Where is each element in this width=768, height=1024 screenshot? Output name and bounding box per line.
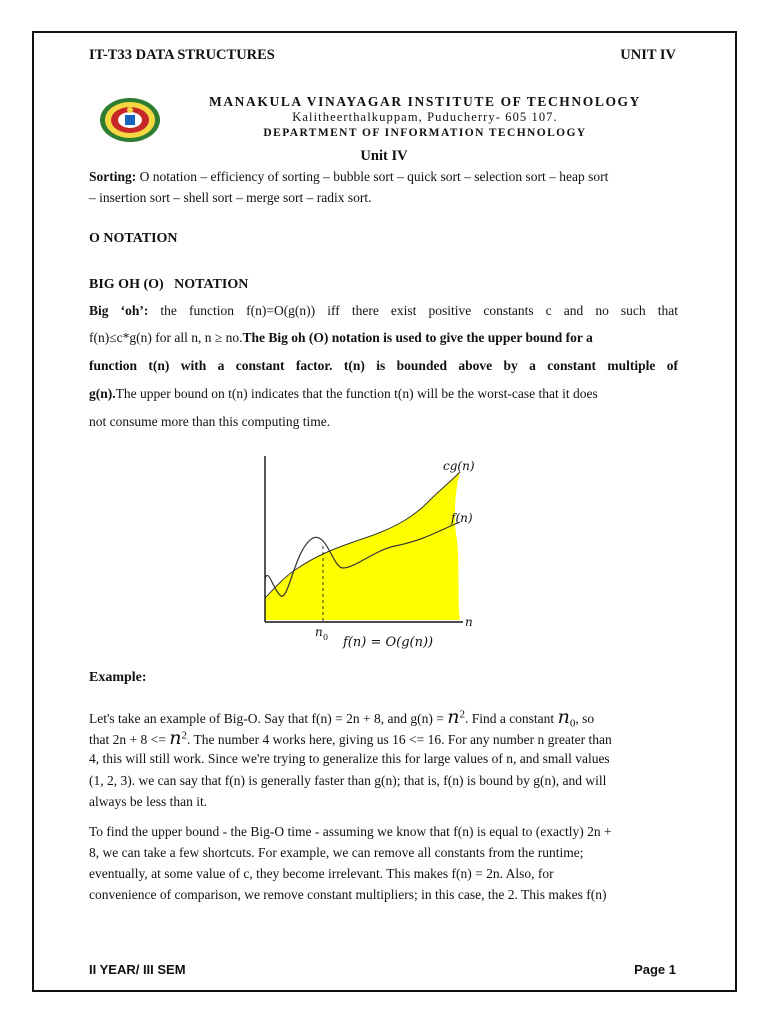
institute-address: Kalitheerthalkuppam, Puducherry- 605 107.	[292, 110, 558, 124]
ex1-n0: n	[557, 706, 570, 728]
footer-year-sem: II YEAR/ III SEM	[89, 962, 186, 977]
bigoh-line1-text: the function f(n)=O(g(n)) iff there exist positive constants c and no such that	[148, 303, 678, 318]
bigoh-line2-plain: f(n)≤c*g(n) for all n, n ≥ no.	[89, 330, 243, 345]
ex1-l1a: Let's take an example of Big-O. Say that f(n) = 2n + 8, and g(n) =	[89, 711, 448, 726]
ex1-l2-sup: 2	[181, 729, 187, 742]
example-p2-line-2: 8, we can take a few shortcuts. For example, we can remove all constants from the runtime;	[89, 845, 584, 860]
footer-page-number: Page 1	[634, 962, 676, 977]
bigoh-line-3: function t(n) with a constant factor. t(n) is bounded above by a constant multiple of	[89, 358, 678, 373]
bigoh-line-2	[89, 330, 678, 346]
bigoh-line-1	[89, 303, 678, 319]
bigoh-line-5: not consume more than this computing time.	[89, 414, 331, 429]
institute-logo-icon	[98, 96, 162, 144]
example-p2-line-1: To find the upper bound - the Big-O time - assuming we know that f(n) is equal to (exactly) 2n +	[89, 824, 612, 839]
label-f: f(n)	[451, 511, 473, 525]
label-n0-sub: 0	[323, 633, 329, 642]
institute-name: MANAKULA VINAYAGAR INSTITUTE OF TECHNOLOGY	[208, 94, 642, 109]
ex1-l1b: . Find a constant	[464, 711, 558, 726]
ex1-l2-n2: n	[169, 727, 182, 749]
example-heading: Example:	[89, 670, 147, 685]
ex1-l2b: . The number 4 works here, giving us 16 <= 16. For any number n greater than	[186, 732, 612, 747]
bigoh-line-4	[89, 386, 678, 402]
syllabus-text-1: O notation – efficiency of sorting – bubble sort – quick sort – selection sort – heap sort	[136, 169, 609, 184]
heading-o-notation: O NOTATION	[89, 231, 178, 246]
cg-area	[265, 472, 460, 620]
example-p1-line-4: (1, 2, 3). we can say that f(n) is generally faster than g(n); that is, f(n) is bound by g(n), and will	[89, 773, 607, 788]
ex1-l1c: , so	[575, 711, 595, 726]
bigoh-term: Big ‘oh’:	[89, 303, 149, 318]
syllabus-line-1	[89, 169, 678, 185]
bigoh-line2-bold: The Big oh (O) notation is used to give the upper bound for a	[242, 330, 593, 345]
example-p1-line-5: always be less than it.	[89, 794, 208, 809]
bigoh-line4-plain: The upper bound on t(n) indicates that the function t(n) will be the worst-case that it does	[115, 386, 598, 401]
ex1-n0-sub: 0	[569, 717, 576, 730]
syllabus-label: Sorting:	[89, 169, 137, 184]
label-n0: n	[315, 625, 323, 639]
department-name: DEPARTMENT OF INFORMATION TECHNOLOGY	[263, 127, 587, 139]
big-o-graph	[255, 450, 495, 655]
unit-title: Unit IV	[360, 148, 408, 164]
syllabus-line-2: – insertion sort – shell sort – merge sort – radix sort.	[89, 190, 372, 205]
big-o-figure	[255, 450, 495, 655]
label-n: n	[465, 615, 473, 629]
example-p1-line-3: 4, this will still work. Since we're trying to generalize this for large values of n, and small values	[89, 751, 610, 766]
example-p1-line-2	[89, 727, 678, 749]
example-p2-line-3: eventually, at some value of c, they become irrelevant. This makes f(n) = 2n. Also, for	[89, 866, 554, 881]
figure-caption: f(n) = O(g(n))	[343, 635, 434, 650]
ex1-n2: n	[447, 706, 460, 728]
header-course: IT-T33 DATA STRUCTURES	[89, 47, 275, 63]
ex1-l2a: that 2n + 8 <=	[89, 732, 170, 747]
example-p2-line-4: convenience of comparison, we remove constant multipliers; in this case, the 2. This makes f(n)	[89, 887, 607, 902]
ex1-n2-sup: 2	[459, 708, 465, 721]
label-cg: cg(n)	[443, 459, 475, 473]
heading-big-oh: BIG OH (O) NOTATION	[89, 277, 249, 292]
bigoh-line4-bold: g(n).	[89, 386, 116, 401]
header-unit: UNIT IV	[620, 47, 676, 63]
